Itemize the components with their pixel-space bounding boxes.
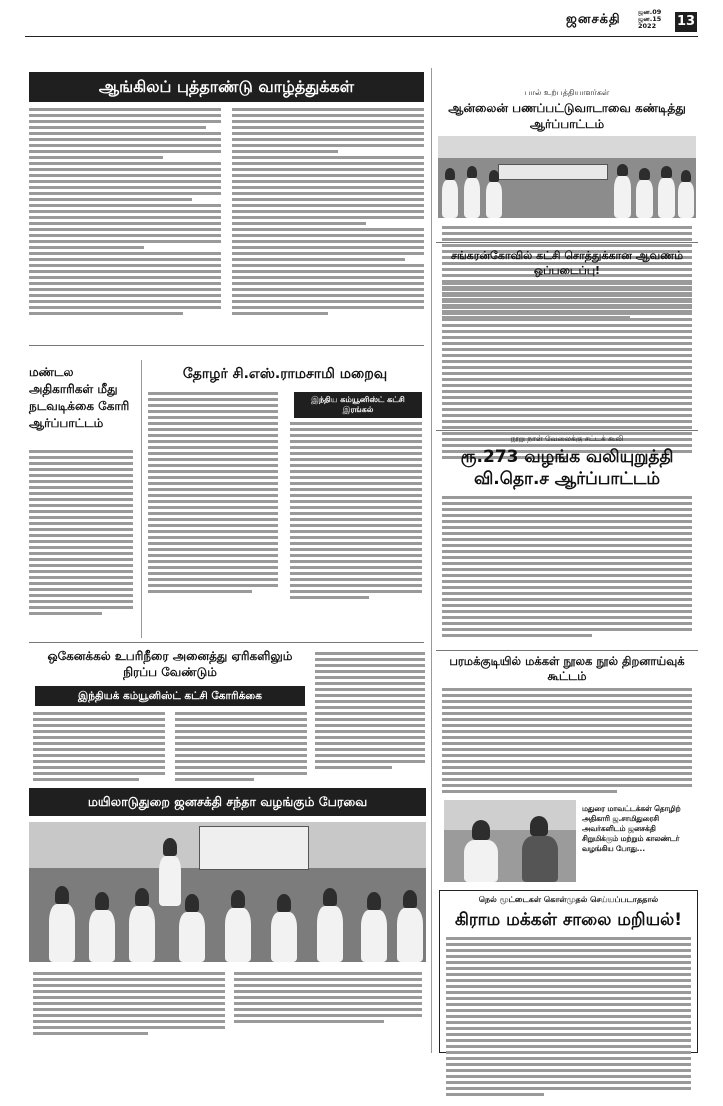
hogenakkal-article (29, 648, 426, 778)
page-number: 13 (675, 12, 697, 32)
ramasamy-tag: இந்திய கம்யூனிஸ்ட் கட்சி இரங்கல் (294, 392, 422, 418)
madurai-photo (444, 800, 576, 882)
mayiladuthurai-article (29, 788, 426, 1053)
road-block-headline: கிராம மக்கள் சாலை மறியல்! (454, 910, 683, 930)
column-divider (431, 68, 432, 1053)
paper-name: ஜனசக்தி (566, 12, 621, 27)
issue-date: ஜன.09 ஜன.15 2022 (638, 8, 662, 30)
ramasamy-article (144, 364, 426, 636)
sankarankovil-headline: சங்கரன்கோவில் கட்சி சொத்துக்கான ஆவணம் ஒப்படைப்பு! (450, 249, 684, 277)
section-rule (29, 345, 424, 346)
paramakudi-article (436, 650, 698, 810)
right-column-rule (436, 242, 698, 243)
road-block-article (439, 890, 698, 1053)
milk-headline: ஆன்லைன் பணப்பட்டுவாடாவை கண்டித்து ஆர்ப்பாட்டம் (448, 101, 686, 131)
milk-kicker: பால் உற்பத்தியாளர்கள் (524, 88, 610, 97)
mandala-article (29, 364, 139, 644)
ramasamy-headline: தோழர் சி.எஸ்.ராமசாமி மறைவு (182, 366, 388, 382)
hogenakkal-headline: ஒகேனக்கல் உபரிநீரை அனைத்து ஏரிகளிலும் நிரப்ப வேண்டும் (47, 649, 293, 679)
masthead (0, 0, 723, 50)
madurai-photo-block (436, 796, 698, 888)
hogenakkal-subhead: இந்தியக் கம்யூனிஸ்ட் கட்சி கோரிக்கை (35, 686, 305, 706)
new-year-headline: ஆங்கிலப் புத்தாண்டு வாழ்த்துக்கள் (29, 72, 424, 102)
nrega-kicker: நூறு நாள் வேலைக்கு சட்டக் கூலி (510, 434, 624, 443)
madurai-caption: மதுரை மாவட்டக்கள் தொழிற் அதிகாரி ஜ.சாமிதுரைசி அவர்களிடம் ஜனசக்தி சிறுமிக்கும் மற்றும் காலண்டர் வழங்கிய போது... (582, 804, 694, 882)
sankarankovil-article (436, 244, 698, 424)
milk-protest-photo (438, 136, 696, 218)
nrega-headline: ரூ.273 வழங்க வலியுறுத்தி வி.தொ.ச ஆர்ப்பாட்டம் (460, 447, 674, 489)
paramakudi-headline: பரமக்குடியில் மக்கள் நூலக நூல் திறனாய்வுக் கூட்டம் (449, 654, 685, 683)
mayiladuthurai-photo (29, 822, 426, 962)
new-year-body (29, 108, 424, 336)
mandala-headline: மண்டல அதிகாரிகள் மீது நடவடிக்கை கோரி ஆர்ப்பாட்டம் (29, 365, 130, 430)
road-block-kicker: நெல் மூட்டைகள் கொள்முதல் செய்யப்படாததால் (478, 895, 659, 904)
nrega-article (436, 430, 698, 644)
masthead-rule (25, 36, 698, 37)
mayiladuthurai-headline: மயிலாடுதுறை ஜனசக்தி சந்தா வழங்கும் பேரவை (29, 788, 426, 816)
